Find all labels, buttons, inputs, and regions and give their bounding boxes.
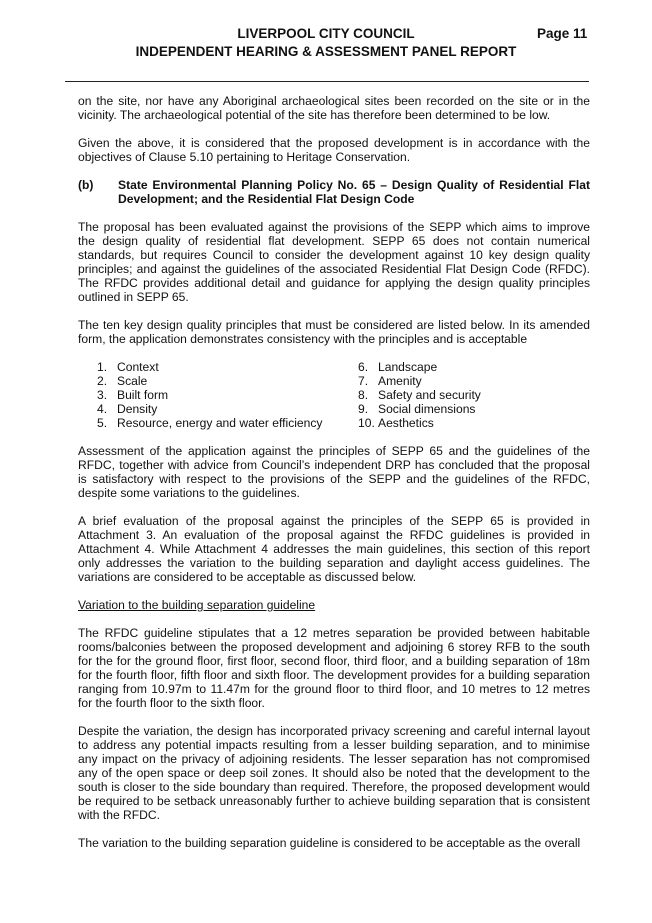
paragraph: A brief evaluation of the proposal against the principles of the SEPP 65 is provided in Attachment 3. An evaluation of the proposal against the RFDC guidelines is provided in Attachment 4. While Attachment 4 addresses the main guidelines, this section of this report only addresses the variation to the building separation and daylight access guidelines. The variations are considered to be acceptable as discussed below. [78, 514, 590, 584]
page-number: Page 11 [537, 26, 588, 41]
paragraph: on the site, nor have any Aboriginal archaeological sites been recorded on the site or in the vicinity. The archaeological potential of the site has therefore been determined to be low. [78, 94, 590, 122]
report-body [78, 94, 590, 864]
paragraph: The RFDC guideline stipulates that a 12 metres separation be provided between habitable rooms/balconies between the proposed development and adjoining 6 storey RFB to the south for the for the ground floor, first floor, second floor, third floor, and a building separation of 18m for the fourth floor, fifth floor and sixth floor. The development provides for a building separation ranging from 10.97m to 11.47m for the ground floor to third floor, and 10 metres to 12 metres for the fourth floor to the sixth floor. [78, 626, 590, 710]
council-name: LIVERPOOL CITY COUNCIL [237, 26, 415, 41]
list-item: 9. Social dimensions [358, 402, 476, 416]
list-item: 6. Landscape [358, 360, 438, 374]
list-item: 7. Amenity [358, 374, 422, 388]
list-item: 4. Density [97, 402, 158, 416]
paragraph: The variation to the building separation guideline is considered to be acceptable as the overall [78, 836, 581, 850]
paragraph: The ten key design quality principles that must be considered are listed below. In its amended form, the application demonstrates consistency with the principles and is acceptable [78, 318, 590, 346]
header-divider [65, 81, 589, 82]
section-label: (b) [78, 178, 94, 192]
list-item: 3. Built form [97, 388, 169, 402]
paragraph: Given the above, it is considered that the proposed development is in accordance with the objectives of Clause 5.10 pertaining to Heritage Conservation. [78, 136, 590, 164]
section-title: State Environmental Planning Policy No. 65 – Design Quality of Residential Flat Development; and the Residential Flat Design Code [118, 178, 590, 206]
design-principles-list [78, 360, 590, 430]
paragraph: Assessment of the application against the principles of SEPP 65 and the guidelines of the RFDC, together with advice from Council’s independent DRP has concluded that the proposal is satisfactory with respect to the provisions of the SEPP and the guidelines of the RFDC, despite some variations to the guidelines. [78, 444, 590, 500]
report-title: INDEPENDENT HEARING & ASSESSMENT PANEL REPORT [135, 44, 517, 59]
list-item: 5. Resource, energy and water efficiency [97, 416, 323, 430]
list-item: 2. Scale [97, 374, 148, 388]
section-heading-b [78, 178, 590, 206]
list-item: 8. Safety and security [358, 388, 481, 402]
subheading [78, 598, 590, 612]
subheading-text: Variation to the building separation guideline [78, 598, 316, 612]
list-item: 10. Aesthetics [358, 416, 434, 430]
paragraph: The proposal has been evaluated against the provisions of the SEPP which aims to improve the design quality of residential flat development. SEPP 65 does not contain numerical standards, but requires Council to consider the development against 10 key design quality principles; and against the guidelines of the associated Residential Flat Design Code (RFDC). The RFDC provides additional detail and guidance for applying the design quality principles outlined in SEPP 65. [78, 220, 590, 304]
principles-column-right [358, 360, 481, 430]
list-item: 1. Context [97, 360, 159, 374]
paragraph: Despite the variation, the design has incorporated privacy screening and careful internal layout to address any potential impacts resulting from a lesser building separation, and to minimise any impact on the privacy of adjoining residents. The lesser separation has not compromised any of the open space or deep soil zones. It should also be noted that the development to the south is closer to the side boundary than required. Therefore, the proposed development would be required to be setback unreasonably further to achieve building separation that is consistent with the RFDC. [78, 724, 590, 822]
principles-column-left [78, 360, 358, 430]
